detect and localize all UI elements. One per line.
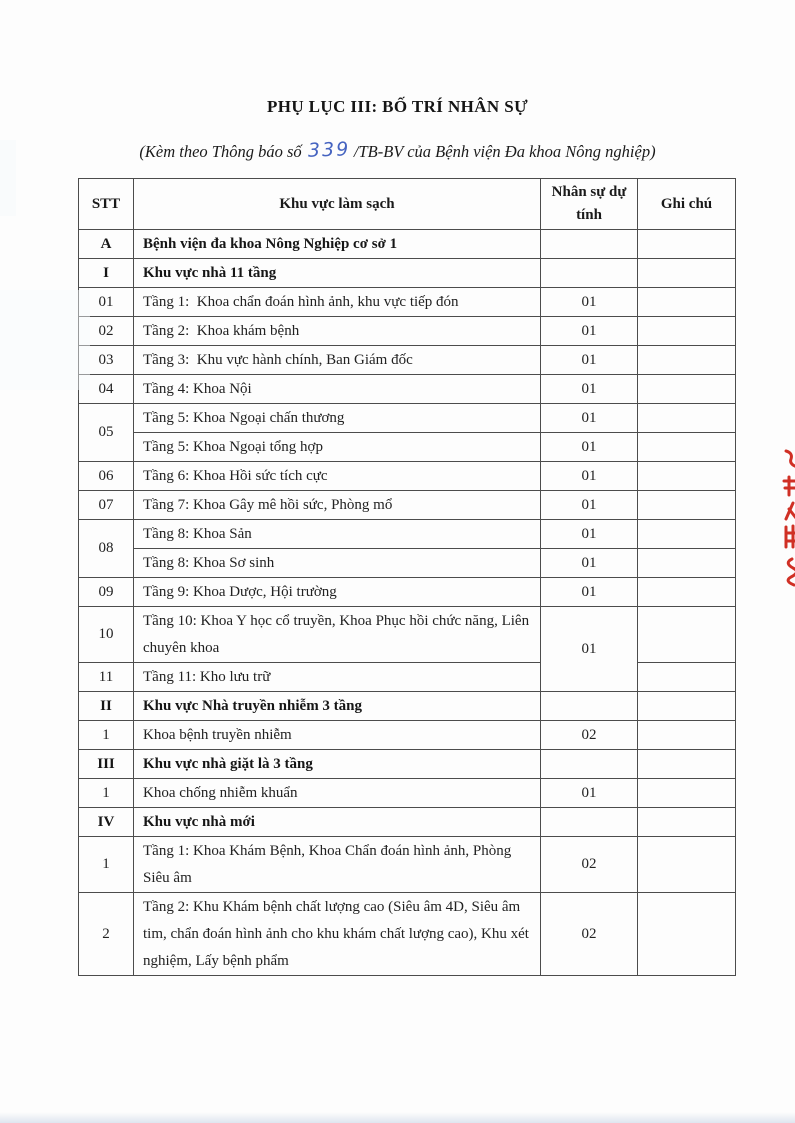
area-cell: Tầng 3: Khu vực hành chính, Ban Giám đốc [134,346,541,375]
note-cell [638,317,736,346]
staff-cell: 02 [541,837,638,893]
note-cell [638,721,736,750]
staff-cell: 01 [541,346,638,375]
note-cell [638,491,736,520]
stt-cell: 1 [79,721,134,750]
area-cell: Bệnh viện đa khoa Nông Nghiệp cơ sở 1 [134,230,541,259]
area-cell: Tầng 5: Khoa Ngoại tổng hợp [134,433,541,462]
staff-cell: 01 [541,375,638,404]
area-cell: Khoa chống nhiễm khuẩn [134,779,541,808]
stt-cell: 11 [79,663,134,692]
staff-cell: 02 [541,893,638,976]
header-staff: Nhân sự dự tính [541,179,638,230]
note-cell [638,433,736,462]
stt-cell: II [79,692,134,721]
area-cell: Khu vực nhà 11 tầng [134,259,541,288]
staff-cell [541,259,638,288]
note-cell [638,779,736,808]
staff-cell: 01 [541,520,638,549]
stt-cell: 1 [79,779,134,808]
table-row [79,288,736,317]
staff-cell: 01 [541,578,638,607]
table-row [79,721,736,750]
area-cell: Khoa bệnh truyền nhiễm [134,721,541,750]
scan-artifact-bottom [0,1112,795,1123]
stt-cell: 03 [79,346,134,375]
section-row [79,692,736,721]
staff-cell: 01 [541,288,638,317]
staff-cell: 02 [541,721,638,750]
scan-artifact-middle [0,290,90,390]
area-cell: Tầng 8: Khoa Sản [134,520,541,549]
note-cell [638,549,736,578]
header-area: Khu vực làm sạch [134,179,541,230]
table-row [79,663,736,692]
header-stt: STT [79,179,134,230]
stt-cell: 2 [79,893,134,976]
staffing-table [78,178,736,976]
note-cell [638,230,736,259]
area-cell: Tầng 1: Khoa Khám Bệnh, Khoa Chẩn đoán hình ảnh, Phòng Siêu âm [134,837,541,893]
note-cell [638,375,736,404]
note-cell [638,750,736,779]
area-cell: Tầng 2: Khu Khám bệnh chất lượng cao (Siêu âm 4D, Siêu âm tim, chẩn đoán hình ảnh cho khu khám chất lượng cao), Khu xét nghiệm, Lấy bệnh phẩm [134,893,541,976]
area-cell: Tầng 1: Khoa chẩn đoán hình ảnh, khu vực tiếp đón [134,288,541,317]
note-cell [638,462,736,491]
area-cell: Tầng 10: Khoa Y học cổ truyền, Khoa Phục hồi chức năng, Liên chuyên khoa [134,607,541,663]
area-cell: Khu vực Nhà truyền nhiễm 3 tầng [134,692,541,721]
page-title: PHỤ LỤC III: BỐ TRÍ NHÂN SỰ [266,97,529,116]
note-cell [638,578,736,607]
table-header [79,179,736,230]
area-cell: Tầng 4: Khoa Nội [134,375,541,404]
area-cell: Khu vực nhà mới [134,808,541,837]
staff-cell [541,230,638,259]
table-row [79,346,736,375]
table-row [79,404,736,433]
stt-cell: 02 [79,317,134,346]
table-row [79,433,736,462]
table-row [79,317,736,346]
table-row [79,375,736,404]
stt-cell: IV [79,808,134,837]
note-cell [638,663,736,692]
staff-cell: 01 [541,462,638,491]
red-stamp-marks [781,447,795,593]
area-cell: Tầng 6: Khoa Hồi sức tích cực [134,462,541,491]
note-cell [638,893,736,976]
area-cell: Khu vực nhà giặt là 3 tầng [134,750,541,779]
table-body [79,230,736,976]
table-row [79,520,736,549]
stt-cell: 09 [79,578,134,607]
staff-cell: 01 [541,433,638,462]
staff-cell: 01 [541,549,638,578]
table-row [79,462,736,491]
staff-cell: 01 [541,491,638,520]
section-row [79,808,736,837]
section-row [79,230,736,259]
stt-cell: I [79,259,134,288]
area-cell: Tầng 11: Kho lưu trữ [134,663,541,692]
staff-cell [541,750,638,779]
stt-cell: 05 [79,404,134,462]
area-cell: Tầng 2: Khoa khám bệnh [134,317,541,346]
stt-cell: 04 [79,375,134,404]
area-cell: Tầng 8: Khoa Sơ sinh [134,549,541,578]
area-cell: Tầng 7: Khoa Gây mê hồi sức, Phòng mổ [134,491,541,520]
stt-cell: 10 [79,607,134,663]
stt-cell: III [79,750,134,779]
header-row [79,179,736,230]
table-row [79,607,736,663]
note-cell [638,259,736,288]
staff-cell [541,808,638,837]
section-row [79,750,736,779]
note-cell [638,692,736,721]
note-cell [638,837,736,893]
table-row [79,491,736,520]
subtitle-prefix: (Kèm theo Thông báo số [139,142,302,161]
staff-cell: 01 [541,317,638,346]
table-row [79,779,736,808]
staff-cell: 01 [541,404,638,433]
header-note: Ghi chú [638,179,736,230]
table-row [79,837,736,893]
stt-cell: 08 [79,520,134,578]
stt-cell: 1 [79,837,134,893]
subtitle-suffix: /TB-BV của Bệnh viện Đa khoa Nông nghiệp) [353,142,656,161]
area-cell: Tầng 5: Khoa Ngoại chấn thương [134,404,541,433]
stt-cell: 07 [79,491,134,520]
staff-cell [541,692,638,721]
note-cell [638,607,736,663]
stt-cell: 01 [79,288,134,317]
note-cell [638,404,736,433]
stamp-mark-icon [781,447,795,593]
note-cell [638,808,736,837]
area-cell: Tầng 9: Khoa Dược, Hội trường [134,578,541,607]
stt-cell: 06 [79,462,134,491]
staff-cell: 01 [541,607,638,692]
subtitle [0,140,795,162]
table-row [79,549,736,578]
note-cell [638,346,736,375]
note-cell [638,520,736,549]
note-cell [638,288,736,317]
handwritten-number: 339 [307,138,351,162]
staff-cell: 01 [541,779,638,808]
table-row [79,578,736,607]
table-row [79,893,736,976]
stt-cell: A [79,230,134,259]
section-row [79,259,736,288]
